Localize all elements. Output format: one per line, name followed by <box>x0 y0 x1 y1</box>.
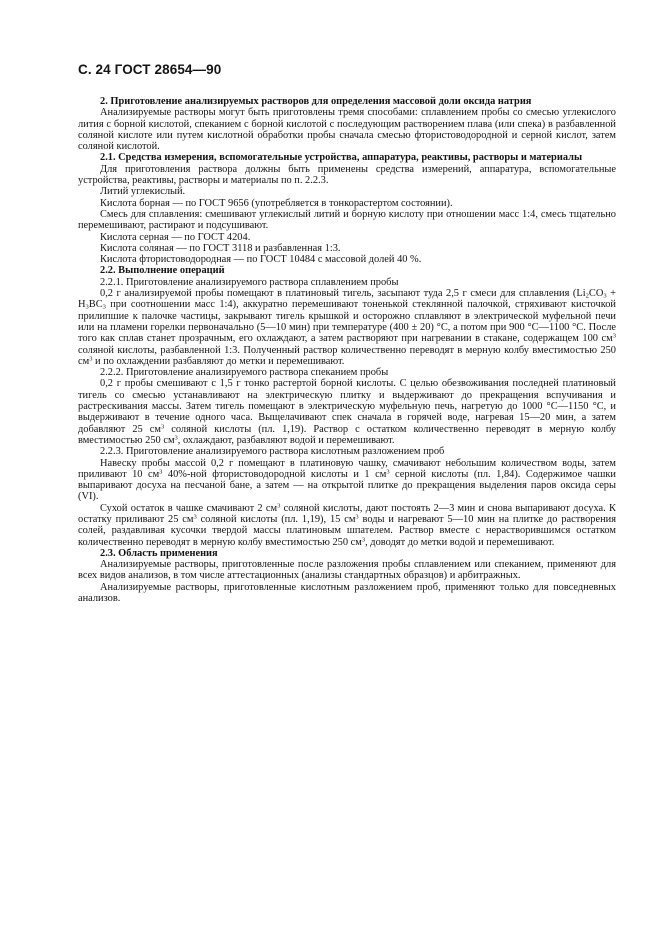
paragraph-2-1: Для приготовления раствора должны быть применены средства измерений, аппаратура, вспомогательные устройства, реактивы, растворы и материалы по п. 2.2.3. <box>78 163 616 187</box>
section-heading-2-2: 2.2. Выполнение операций <box>100 265 225 277</box>
reagent-lithium-carbonate: Литий углекислый. <box>100 186 186 198</box>
subsection-title-2-2-2: 2.2.2. Приготовление анализируемого раствора спеканием пробы <box>100 367 389 379</box>
paragraph-2-2-3-b: Сухой остаток в чашке смачивают 2 $см^3$ соляной кислоты, дают постоять 2—3 мин и снова выпаривают досуха. К остатку приливают 25 $см^3$ соляной кислоты (пл. 1,19), 15 $см^3$ воды и нагревают 5—10 мин на плитке до растворения солей, раздавливая кусочки твердой массы платиновым шпателем. Раствор вместе с нерастворившимся остатком количественно переводят в мерную колбу вместимостью 250 $см^3$, доводят до метки водой и перемешивают. <box>78 502 616 548</box>
reagent-fusion-mixture: Смесь для сплавления: смешивают углекислый литий и борную кислоту при отношении масс 1:4, смесь тщательно перемешивают, растирают и подсушивают. <box>78 208 616 232</box>
reagent-sulfuric-acid: Кислота серная — по ГОСТ 4204. <box>100 231 251 243</box>
paragraph-2-2-3-a: Навеску пробы массой 0,2 г помещают в платиновую чашку, смачивают небольшим количеством воды, затем приливают 10 $см^3$ 40%-ной фтористоводородной кислоты и 1 $см^3$ серной кислоты (пл. 1,84). Содержимое чашки выпаривают досуха на песчаной бане, а затем — на открытой плитке до прекращения выделения паров оксида серы (VI). <box>78 457 616 503</box>
page-header: С. 24 ГОСТ 28654—90 <box>78 62 222 77</box>
subsection-title-2-2-3: 2.2.3. Приготовление анализируемого раствора кислотным разложением проб <box>100 446 445 458</box>
paragraph-2-2-2: 0,2 г пробы смешивают с 1,5 г тонко растертой борной кислоты. С целью обезвоживания последней платиновый тигель со смесью устанавливают на электрическую плитку и выдерживают до прекращения вспучивания и растрескивания массы. Затем тигель помещают в электрическую муфельную печь, нагретую до 1000 °С—1150 °С, и выдерживают в течение одного часа. Выщелачивают спек сначала в горячей воде, нагревая 15—20 мин, а затем добавляют 25 $см^3$ соляной кислоты (пл. 1,19). Раствор с остатком количественно переводят в мерную колбу вместимостью 250 $см^3$, охлаждают, разбавляют водой и перемешивают. <box>78 378 616 446</box>
reagent-hydrochloric-acid: Кислота соляная — по ГОСТ 3118 и разбавленная 1:3. <box>100 242 341 254</box>
reagent-boric-acid: Кислота борная — по ГОСТ 9656 (употребляется в тонкорастертом состоянии). <box>100 197 453 209</box>
section-heading-2-3: 2.3. Область применения <box>100 547 218 559</box>
paragraph-2-intro: Анализируемые растворы могут быть приготовлены тремя способами: сплавлением пробы со смесью углекислого лития с борной кислотой, спеканием с борной кислотой с последующим растворением плава (или спека) в разбавленной соляной кислоте или путем кислотной обработки пробы сначала смесью фтористоводородной и серной кислот, затем соляной кислотой. <box>78 107 616 153</box>
paragraph-2-3-b: Анализируемые растворы, приготовленные кислотным разложением проб, применяют только для повседневных анализов. <box>78 581 616 605</box>
subsection-title-2-2-1: 2.2.1. Приготовление анализируемого раствора сплавлением пробы <box>100 276 399 288</box>
reagent-hydrofluoric-acid: Кислота фтористоводородная — по ГОСТ 10484 с массовой долей 40 %. <box>100 254 422 266</box>
section-heading-2: 2. Приготовление анализируемых растворов для определения массовой доли оксида натрия <box>100 96 532 107</box>
section-heading-2-1: 2.1. Средства измерения, вспомогательные устройства, аппаратура, реактивы, растворы и материалы <box>100 152 583 164</box>
paragraph-2-2-1: 0,2 г анализируемой пробы помещают в платиновый тигель, засыпают туда 2,5 г смеси для сплавления ($Li_2CO_3 + H_3BC_3$ при соотношении масс 1:4), аккуратно перемешивают тоненькой стеклянной палочкой, стряхивают кисточкой прилипшие к палочке частицы, закрывают тигель крышкой и осторожно сплавляют в электрической муфельной печи или на пламени горелки первоначально (5—10 мин) при температуре (400 ± 20) °С, а потом при 900 °С—1100 °С. После того как сплав станет прозрачным, его охлаждают, а затем растворяют при нагревании в стакане, содержащем 100 $см^3$ соляной кислоты, разбавленной 1:3. Полученный раствор количественно переводят в мерную колбу вместимостью 250 $см^3$ и по охлаждении разбавляют до метки и перемешивают. <box>78 288 616 367</box>
document-body <box>78 96 616 604</box>
paragraph-2-3-a: Анализируемые растворы, приготовленные после разложения пробы сплавлением или спеканием, применяют для всех видов анализов, в том числе аттестационных (анализы стандартных образцов) и арбитражных. <box>78 559 616 582</box>
